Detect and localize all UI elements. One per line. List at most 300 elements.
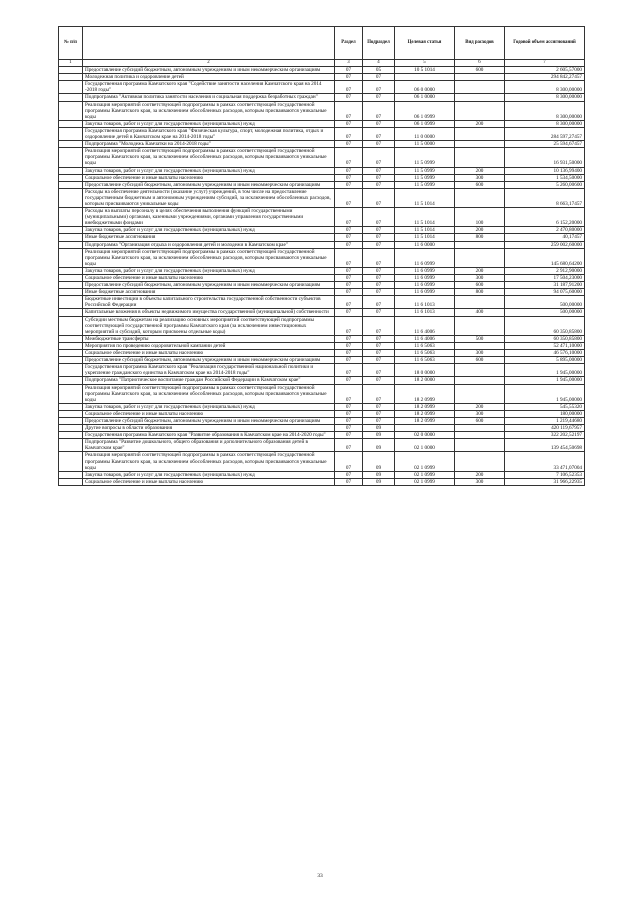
row-name: Закупка товаров, работ и услуг для государственных (муниципальных) нужд bbox=[83, 167, 335, 174]
row-number bbox=[59, 471, 83, 478]
table-header-row bbox=[59, 27, 585, 60]
row-razdel: 07 bbox=[335, 94, 363, 101]
row-amount: 8 300,00000 bbox=[505, 101, 585, 120]
row-amount: 52 471,10000 bbox=[505, 342, 585, 349]
table-row bbox=[59, 478, 585, 485]
table-row bbox=[59, 208, 585, 227]
table-row bbox=[59, 342, 585, 349]
table-row bbox=[59, 316, 585, 335]
row-target-article: 11 6 5063 bbox=[395, 350, 455, 357]
row-podrazdel: 07 bbox=[363, 101, 395, 120]
row-podrazdel: 07 bbox=[363, 377, 395, 384]
row-expense-type: 200 bbox=[455, 120, 505, 127]
row-name: Реализация мероприятий соответствующей подпрограммы в рамках соответствующей государственной программы Камчатского края, за исключением обособленных расходов, которым присваиваются уникальные коды bbox=[83, 384, 335, 403]
row-expense-type bbox=[455, 296, 505, 309]
row-razdel: 07 bbox=[335, 167, 363, 174]
row-target-article: 11 5 0999 bbox=[395, 181, 455, 188]
row-expense-type bbox=[455, 316, 505, 335]
row-number bbox=[59, 167, 83, 174]
budget-table bbox=[58, 26, 585, 486]
row-razdel: 07 bbox=[335, 241, 363, 248]
table-row bbox=[59, 275, 585, 282]
row-target-article: 11 5 0000 bbox=[395, 141, 455, 148]
row-amount: 500,00000 bbox=[505, 309, 585, 316]
row-razdel: 07 bbox=[335, 410, 363, 417]
row-name: Капитальные вложения в объекты недвижимого имущества государственной (муниципальной) собственности bbox=[83, 309, 335, 316]
table-row bbox=[59, 410, 585, 417]
row-podrazdel: 07 bbox=[363, 81, 395, 94]
table-row bbox=[59, 227, 585, 234]
row-podrazdel: 07 bbox=[363, 267, 395, 274]
row-expense-type: 100 bbox=[455, 208, 505, 227]
row-expense-type: 500 bbox=[455, 335, 505, 342]
row-expense-type: 600 bbox=[455, 181, 505, 188]
row-name: Государственная программа Камчатского края "Реализация государственной национальной политики и укрепление гражданского единства в Камчатском крае на 2014-2018 годы" bbox=[83, 364, 335, 377]
row-razdel: 07 bbox=[335, 227, 363, 234]
row-target-article: 06 1 0999 bbox=[395, 120, 455, 127]
row-razdel: 07 bbox=[335, 188, 363, 207]
row-name: Закупка товаров, работ и услуг для государственных (муниципальных) нужд bbox=[83, 227, 335, 234]
row-number bbox=[59, 364, 83, 377]
row-target-article: 11 6 5063 bbox=[395, 342, 455, 349]
row-expense-type: 300 bbox=[455, 174, 505, 181]
row-amount: 33 471,07004 bbox=[505, 452, 585, 471]
row-expense-type bbox=[455, 452, 505, 471]
row-amount: 545,55320 bbox=[505, 403, 585, 410]
row-amount: 10 136,99400 bbox=[505, 167, 585, 174]
row-podrazdel: 07 bbox=[363, 316, 395, 335]
row-name: Предоставление субсидий бюджетным, автономным учреждениям и иным некоммерческим организациям bbox=[83, 357, 335, 364]
row-target-article: 02 1 0999 bbox=[395, 471, 455, 478]
table-row bbox=[59, 141, 585, 148]
row-amount: 31 966,22935 bbox=[505, 478, 585, 485]
row-expense-type: 200 bbox=[455, 227, 505, 234]
row-amount: 1 945,00000 bbox=[505, 377, 585, 384]
row-razdel: 07 bbox=[335, 282, 363, 289]
row-number bbox=[59, 350, 83, 357]
row-target-article: 11 6 1013 bbox=[395, 309, 455, 316]
row-target-article: 02 1 0000 bbox=[395, 439, 455, 452]
row-target-article: 11 6 0000 bbox=[395, 241, 455, 248]
row-name: Подпрограмма "Молодежь Камчатки на 2014-2018 годы" bbox=[83, 141, 335, 148]
row-expense-type bbox=[455, 377, 505, 384]
table-row bbox=[59, 148, 585, 167]
row-amount: 139 454,50698 bbox=[505, 439, 585, 452]
table-row bbox=[59, 289, 585, 296]
row-razdel: 07 bbox=[335, 267, 363, 274]
row-razdel: 07 bbox=[335, 248, 363, 267]
row-amount: 2 470,80000 bbox=[505, 227, 585, 234]
row-number bbox=[59, 417, 83, 424]
row-podrazdel: 07 bbox=[363, 188, 395, 207]
row-target-article: 11 5 1014 bbox=[395, 234, 455, 241]
row-amount: 7 106,52353 bbox=[505, 471, 585, 478]
table-row bbox=[59, 181, 585, 188]
row-target-article: 11 6 0999 bbox=[395, 267, 455, 274]
table-row bbox=[59, 234, 585, 241]
header-cs: Целевая статья bbox=[395, 27, 455, 60]
row-target-article: 11 6 1013 bbox=[395, 296, 455, 309]
row-expense-type bbox=[455, 81, 505, 94]
row-expense-type bbox=[455, 94, 505, 101]
table-row bbox=[59, 432, 585, 439]
row-target-article: 18 0 0000 bbox=[395, 364, 455, 377]
table-row bbox=[59, 452, 585, 471]
row-target-article: 18 2 0999 bbox=[395, 403, 455, 410]
row-razdel: 07 bbox=[335, 377, 363, 384]
row-amount: 60 350,85800 bbox=[505, 316, 585, 335]
row-target-article: 11 6 0999 bbox=[395, 282, 455, 289]
row-target-article bbox=[395, 425, 455, 432]
row-target-article: 11 6 4006 bbox=[395, 316, 455, 335]
row-amount: 8 300,00000 bbox=[505, 94, 585, 101]
row-name: Предоставление субсидий бюджетным, автономным учреждениям и иным некоммерческим организациям bbox=[83, 67, 335, 74]
row-number bbox=[59, 439, 83, 452]
row-name: Предоставление субсидий бюджетным, автономным учреждениям и иным некоммерческим организациям bbox=[83, 417, 335, 424]
row-podrazdel: 07 bbox=[363, 342, 395, 349]
row-podrazdel: 07 bbox=[363, 120, 395, 127]
row-expense-type: 600 bbox=[455, 417, 505, 424]
row-razdel: 07 bbox=[335, 148, 363, 167]
row-target-article: 11 5 0999 bbox=[395, 148, 455, 167]
table-row bbox=[59, 364, 585, 377]
row-podrazdel: 07 bbox=[363, 234, 395, 241]
col-number: 7 bbox=[505, 60, 585, 67]
row-expense-type bbox=[455, 141, 505, 148]
row-amount: 2 605,57000 bbox=[505, 67, 585, 74]
table-row bbox=[59, 81, 585, 94]
row-name: Социальное обеспечение и иные выплаты населению bbox=[83, 478, 335, 485]
row-expense-type: 600 bbox=[455, 67, 505, 74]
table-row bbox=[59, 417, 585, 424]
row-name: Социальное обеспечение и иные выплаты населению bbox=[83, 350, 335, 357]
row-expense-type: 200 bbox=[455, 167, 505, 174]
row-amount: 500,00000 bbox=[505, 296, 585, 309]
row-name: Молодежная политика и оздоровление детей bbox=[83, 74, 335, 81]
header-podrazdel: Подраздел bbox=[363, 27, 395, 60]
row-number bbox=[59, 335, 83, 342]
header-name bbox=[83, 27, 335, 60]
row-name: Расходы на выплаты персоналу в целях обеспечения выполнения функций государственными (муниципальными) органами, казенными учреждениями, органами управления государственными внебюджетными фондами bbox=[83, 208, 335, 227]
col-number: 3 bbox=[335, 60, 363, 67]
row-number bbox=[59, 120, 83, 127]
row-name: Субсидии местным бюджетам на реализацию основных мероприятий соответствующей подпрограммы соответствующей государственной программы Камчатского края (за исключением инвестиционных мероприятий и субсидий, которым присвоены отдельные коды) bbox=[83, 316, 335, 335]
row-amount: 17 504,23000 bbox=[505, 275, 585, 282]
row-podrazdel: 07 bbox=[363, 410, 395, 417]
row-razdel: 07 bbox=[335, 432, 363, 439]
row-name: Подпрограмма "Патриотическое воспитание граждан Российской Федерации в Камчатском крае" bbox=[83, 377, 335, 384]
table-row bbox=[59, 120, 585, 127]
row-razdel: 07 bbox=[335, 127, 363, 140]
row-razdel: 07 bbox=[335, 67, 363, 74]
row-name: Иные бюджетные ассигнования bbox=[83, 289, 335, 296]
row-expense-type bbox=[455, 188, 505, 207]
header-vr: Вид расходов bbox=[455, 27, 505, 60]
row-expense-type bbox=[455, 101, 505, 120]
row-expense-type bbox=[455, 127, 505, 140]
row-razdel: 07 bbox=[335, 275, 363, 282]
row-expense-type bbox=[455, 148, 505, 167]
row-name: Реализация мероприятий соответствующей подпрограммы в рамках соответствующей государственной программы Камчатского края, за исключением обособленных расходов, которым присваиваются уникальные коды bbox=[83, 101, 335, 120]
table-row bbox=[59, 335, 585, 342]
document-page bbox=[58, 26, 584, 486]
table-row bbox=[59, 167, 585, 174]
row-podrazdel: 07 bbox=[363, 167, 395, 174]
col-number: 1 bbox=[59, 60, 83, 67]
row-podrazdel: 09 bbox=[363, 425, 395, 432]
row-razdel: 07 bbox=[335, 403, 363, 410]
row-number bbox=[59, 478, 83, 485]
column-number-row bbox=[59, 60, 585, 67]
row-number bbox=[59, 227, 83, 234]
col-number: 5 bbox=[395, 60, 455, 67]
row-razdel: 07 bbox=[335, 74, 363, 81]
table-row bbox=[59, 174, 585, 181]
row-podrazdel: 07 bbox=[363, 350, 395, 357]
row-amount: 40,17457 bbox=[505, 234, 585, 241]
row-name: Иные бюджетные ассигнования bbox=[83, 234, 335, 241]
row-podrazdel: 07 bbox=[363, 74, 395, 81]
row-name: Социальное обеспечение и иные выплаты населению bbox=[83, 410, 335, 417]
row-expense-type bbox=[455, 74, 505, 81]
row-target-article: 18 2 0999 bbox=[395, 417, 455, 424]
row-name: Закупка товаров, работ и услуг для государственных (муниципальных) нужд bbox=[83, 471, 335, 478]
row-expense-type: 200 bbox=[455, 403, 505, 410]
table-row bbox=[59, 377, 585, 384]
row-number bbox=[59, 234, 83, 241]
table-row bbox=[59, 101, 585, 120]
row-name: Закупка товаров, работ и услуг для государственных (муниципальных) нужд bbox=[83, 403, 335, 410]
row-razdel: 07 bbox=[335, 471, 363, 478]
row-razdel: 07 bbox=[335, 425, 363, 432]
row-number bbox=[59, 81, 83, 94]
row-podrazdel: 07 bbox=[363, 227, 395, 234]
col-number: 6 bbox=[455, 60, 505, 67]
table-row bbox=[59, 127, 585, 140]
row-number bbox=[59, 275, 83, 282]
row-name: Подпрограмма "Активная политика занятости населения и социальная поддержка безработных граждан" bbox=[83, 94, 335, 101]
row-razdel: 07 bbox=[335, 478, 363, 485]
row-amount: 259 002,60000 bbox=[505, 241, 585, 248]
row-podrazdel: 09 bbox=[363, 439, 395, 452]
row-name: Реализация мероприятий соответствующей подпрограммы в рамках соответствующей государственной программы Камчатского края, за исключением обособленных расходов, которым присваиваются уникальные коды bbox=[83, 148, 335, 167]
row-target-article: 18 2 0000 bbox=[395, 377, 455, 384]
row-target-article: 10 5 1014 bbox=[395, 67, 455, 74]
row-razdel: 07 bbox=[335, 350, 363, 357]
row-target-article: 02 0 0000 bbox=[395, 432, 455, 439]
table-row bbox=[59, 248, 585, 267]
row-expense-type: 200 bbox=[455, 471, 505, 478]
row-name: Бюджетные инвестиции в объекты капитального строительства государственной собственности субъектов Российской Федерации bbox=[83, 296, 335, 309]
row-name: Расходы на обеспечение деятельности (оказание услуг) учреждений, в том числе на предоставление государственным бюджетным и автономным учреждениям субсидий, за исключением обособленных расходов, которым присваиваются уникальные коды bbox=[83, 188, 335, 207]
row-podrazdel: 07 bbox=[363, 417, 395, 424]
row-number bbox=[59, 141, 83, 148]
row-podrazdel: 07 bbox=[363, 181, 395, 188]
row-amount: 5 895,00000 bbox=[505, 357, 585, 364]
row-name: Подпрограмма "Развитие дошкольного, общего образования и дополнительного образования детей в Камчатском крае" bbox=[83, 439, 335, 452]
row-amount: 420 119,67957 bbox=[505, 425, 585, 432]
row-amount: 94 075,60000 bbox=[505, 289, 585, 296]
row-number bbox=[59, 377, 83, 384]
row-amount: 8 300,00000 bbox=[505, 120, 585, 127]
row-expense-type bbox=[455, 364, 505, 377]
page-number: 33 bbox=[317, 873, 323, 879]
row-razdel: 07 bbox=[335, 234, 363, 241]
row-amount: 1 219,44680 bbox=[505, 417, 585, 424]
row-amount: 284 597,27457 bbox=[505, 127, 585, 140]
table-row bbox=[59, 403, 585, 410]
row-number bbox=[59, 357, 83, 364]
row-expense-type bbox=[455, 425, 505, 432]
row-number bbox=[59, 174, 83, 181]
row-amount: 294 842,27457 bbox=[505, 74, 585, 81]
table-row bbox=[59, 74, 585, 81]
table-body bbox=[59, 67, 585, 486]
row-expense-type: 800 bbox=[455, 289, 505, 296]
row-number bbox=[59, 248, 83, 267]
row-number bbox=[59, 188, 83, 207]
row-razdel: 07 bbox=[335, 342, 363, 349]
row-podrazdel: 07 bbox=[363, 357, 395, 364]
row-amount: 1 534,50000 bbox=[505, 174, 585, 181]
row-amount: 60 350,85800 bbox=[505, 335, 585, 342]
row-target-article: 11 5 1014 bbox=[395, 227, 455, 234]
table-row bbox=[59, 425, 585, 432]
table-row bbox=[59, 282, 585, 289]
row-razdel: 07 bbox=[335, 174, 363, 181]
row-razdel: 07 bbox=[335, 452, 363, 471]
table-row bbox=[59, 384, 585, 403]
row-expense-type: 600 bbox=[455, 357, 505, 364]
row-expense-type: 300 bbox=[455, 350, 505, 357]
row-razdel: 07 bbox=[335, 181, 363, 188]
row-razdel: 07 bbox=[335, 384, 363, 403]
row-amount: 6 152,20000 bbox=[505, 208, 585, 227]
row-razdel: 07 bbox=[335, 141, 363, 148]
row-name: Государственная программа Камчатского края "Физическая культура, спорт, молодежная политика, отдых и оздоровление детей в Камчатском крае на 2014-2018 годы" bbox=[83, 127, 335, 140]
row-amount: 16 931,50000 bbox=[505, 148, 585, 167]
row-target-article: 02 1 0999 bbox=[395, 452, 455, 471]
row-number bbox=[59, 148, 83, 167]
row-expense-type: 800 bbox=[455, 234, 505, 241]
table-row bbox=[59, 267, 585, 274]
row-number bbox=[59, 384, 83, 403]
row-number bbox=[59, 289, 83, 296]
row-podrazdel: 07 bbox=[363, 275, 395, 282]
row-name: Предоставление субсидий бюджетным, автономным учреждениям и иным некоммерческим организациям bbox=[83, 181, 335, 188]
row-target-article: 18 2 0999 bbox=[395, 410, 455, 417]
row-amount: 5 260,00600 bbox=[505, 181, 585, 188]
table-row bbox=[59, 471, 585, 478]
row-razdel: 07 bbox=[335, 101, 363, 120]
row-podrazdel: 09 bbox=[363, 432, 395, 439]
table-row bbox=[59, 94, 585, 101]
row-expense-type: 300 bbox=[455, 478, 505, 485]
row-number bbox=[59, 452, 83, 471]
table-row bbox=[59, 309, 585, 316]
row-podrazdel: 05 bbox=[363, 67, 395, 74]
row-razdel: 07 bbox=[335, 357, 363, 364]
header-razdel: Раздел bbox=[335, 27, 363, 60]
row-name: Реализация мероприятий соответствующей подпрограммы в рамках соответствующей государственной программы Камчатского края, за исключением обособленных расходов, которым присваиваются уникальные коды bbox=[83, 452, 335, 471]
table-row bbox=[59, 67, 585, 74]
row-razdel: 07 bbox=[335, 208, 363, 227]
table-row bbox=[59, 188, 585, 207]
row-number bbox=[59, 267, 83, 274]
row-name: Предоставление субсидий бюджетным, автономным учреждениям и иным некоммерческим организациям bbox=[83, 282, 335, 289]
row-target-article: 11 6 0999 bbox=[395, 289, 455, 296]
row-name: Межбюджетные трансферты bbox=[83, 335, 335, 342]
row-expense-type bbox=[455, 241, 505, 248]
row-target-article: 11 6 0999 bbox=[395, 248, 455, 267]
row-amount: 8 663,17457 bbox=[505, 188, 585, 207]
row-number bbox=[59, 309, 83, 316]
row-podrazdel: 07 bbox=[363, 335, 395, 342]
row-name: Социальное обеспечение и иные выплаты населению bbox=[83, 174, 335, 181]
row-podrazdel: 07 bbox=[363, 241, 395, 248]
row-expense-type: 400 bbox=[455, 309, 505, 316]
row-number bbox=[59, 316, 83, 335]
row-number bbox=[59, 410, 83, 417]
col-number: 4 bbox=[363, 60, 395, 67]
row-amount: 1 945,00000 bbox=[505, 364, 585, 377]
row-razdel: 07 bbox=[335, 335, 363, 342]
row-expense-type: 300 bbox=[455, 275, 505, 282]
row-amount: 145 680,64200 bbox=[505, 248, 585, 267]
row-razdel: 07 bbox=[335, 296, 363, 309]
row-number bbox=[59, 282, 83, 289]
row-target-article: 11 5 1014 bbox=[395, 208, 455, 227]
row-expense-type bbox=[455, 439, 505, 452]
row-amount: 2 912,90000 bbox=[505, 267, 585, 274]
row-name: Другие вопросы в области образования bbox=[83, 425, 335, 432]
row-razdel: 07 bbox=[335, 81, 363, 94]
row-name: Подпрограмма "Организация отдыха и оздоровления детей и молодежи в Камчатском крае" bbox=[83, 241, 335, 248]
row-podrazdel: 07 bbox=[363, 174, 395, 181]
row-number bbox=[59, 342, 83, 349]
row-podrazdel: 09 bbox=[363, 452, 395, 471]
row-number bbox=[59, 74, 83, 81]
row-target-article: 11 6 0999 bbox=[395, 275, 455, 282]
row-expense-type bbox=[455, 342, 505, 349]
row-expense-type bbox=[455, 248, 505, 267]
row-podrazdel: 07 bbox=[363, 248, 395, 267]
row-razdel: 07 bbox=[335, 417, 363, 424]
table-row bbox=[59, 296, 585, 309]
row-podrazdel: 07 bbox=[363, 127, 395, 140]
row-amount: 180,00000 bbox=[505, 410, 585, 417]
row-podrazdel: 07 bbox=[363, 282, 395, 289]
row-name: Закупка товаров, работ и услуг для государственных (муниципальных) нужд bbox=[83, 120, 335, 127]
row-target-article: 02 1 0999 bbox=[395, 478, 455, 485]
row-target-article: 11 5 1014 bbox=[395, 188, 455, 207]
row-target-article: 11 0 0000 bbox=[395, 127, 455, 140]
row-podrazdel: 07 bbox=[363, 364, 395, 377]
row-podrazdel: 07 bbox=[363, 403, 395, 410]
row-expense-type: 200 bbox=[455, 267, 505, 274]
row-target-article: 11 5 0999 bbox=[395, 174, 455, 181]
row-name: Закупка товаров, работ и услуг для государственных (муниципальных) нужд bbox=[83, 267, 335, 274]
header-sum: Годовой объем ассигнований bbox=[505, 27, 585, 60]
row-razdel: 07 bbox=[335, 364, 363, 377]
row-podrazdel: 09 bbox=[363, 478, 395, 485]
row-name: Реализация мероприятий соответствующей подпрограммы в рамках соответствующей государственной программы Камчатского края, за исключением обособленных расходов, которым присваиваются уникальные коды bbox=[83, 248, 335, 267]
row-target-article: 11 5 0999 bbox=[395, 167, 455, 174]
row-expense-type: 600 bbox=[455, 282, 505, 289]
row-amount: 25 594,67457 bbox=[505, 141, 585, 148]
row-number bbox=[59, 127, 83, 140]
row-amount: 8 300,00000 bbox=[505, 81, 585, 94]
